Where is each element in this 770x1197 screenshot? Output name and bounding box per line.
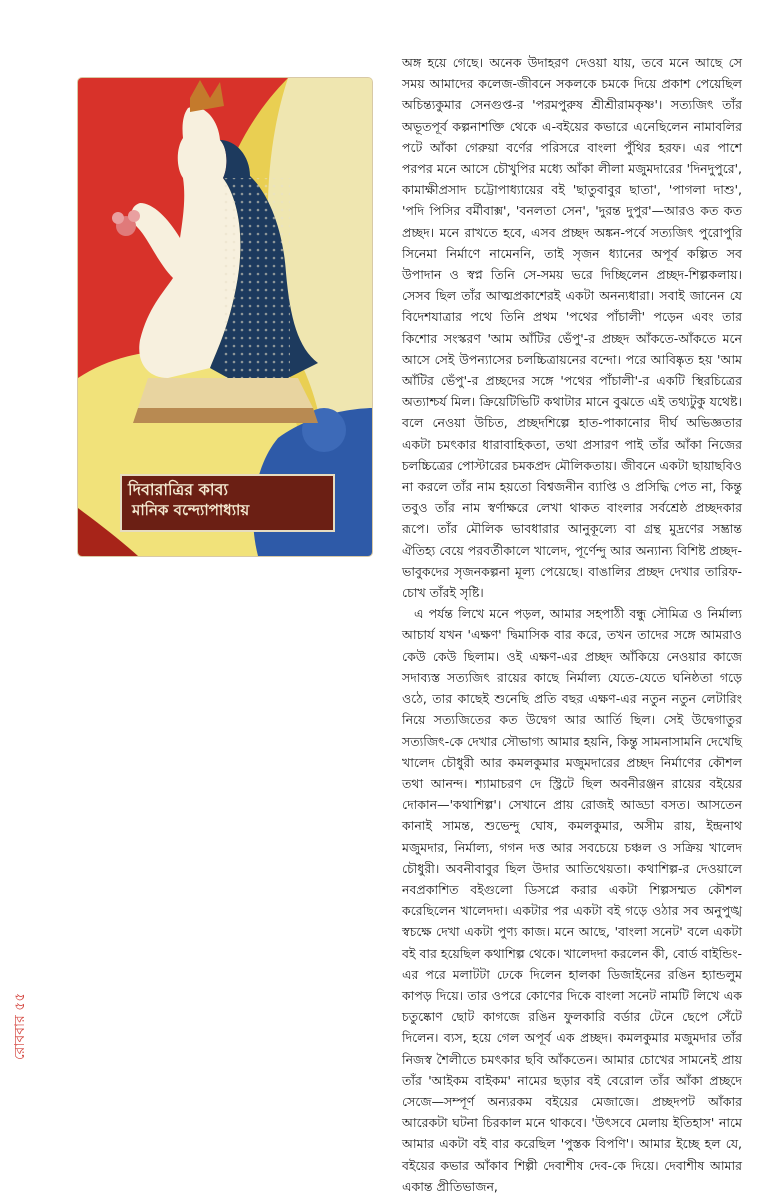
article-paragraph-1: অঙ্গ হয়ে গেছে। অনেক উদাহরণ দেওয়া যায়, তবে মনে আছে সে সময় আমাদের কলেজ-জীবনে সকলকে চমকে দিয়ে প্রকাশ পেয়েছিল অচিন্ত্যকুমার সেনগুপ্ত-র 'পরমপুরুষ শ্রীশ্রীরামকৃষ্ণ'। সত্যজিৎ তাঁর অভূতপূর্ব কল্পনাশক্তি থেকে এ-বইয়ের কভারে এনেছিলেন নামাবলির পটে আঁকা গেরুয়া বর্ণের পরিসরে বাংলা পুঁথির হরফ। এর পাশে পরপর মনে আসে চৌখুপির মধ্যে আঁকা লীলা মজুমদারের 'দিনদুপুরে', কামাক্ষীপ্রসাদ চট্টোপাধ্যায়ের বই 'ছাতুবাবুর ছাতা', 'পাগলা দাশু', 'পদি পিসির বর্মীবাক্স', 'বনলতা সেন', 'দুরন্ত দুপুর'—আরও কত কত প্রচ্ছদ। মনে রাখতে হবে, এসব প্রচ্ছদ অঙ্কন-পর্বে সত্যজিৎ পুরোপুরি সিনেমা নির্মাণে নামেননি, তাই সৃজন ধ্যানের অপূর্ব কল্পিত সব উপাদান ও স্বপ্ন তিনি সে-সময় ভরে দিচ্ছিলেন প্রচ্ছদ-শিল্পকলায়। সেসব ছিল তাঁর আত্মপ্রকাশেরই একটা অনন্যধারা। সবাই জানেন যে বিদেশযাত্রার পথে তিনি প্রথম 'পথের পাঁচালী' পড়েন এবং তার কিশোর সংস্করণ 'আম আঁটির ভেঁপু'-র প্রচ্ছদ আঁকতে-আঁকতে মনে আসে সেই উপন্যাসের চলচ্চিত্রায়নের বন্দো। পরে আবিষ্কৃত হয় 'আম আঁটির ভেঁপু'-র প্রচ্ছদের সঙ্গে 'পথের পাঁচালী'-র একটি স্থিরচিত্রের অত্যাশ্চর্য মিল। ক্রিয়েটিভিটি কথাটার মানে বুঝতে এই তথ্যটুকু যথেষ্ট। বলে নেওয়া উচিত, প্রচ্ছদশিল্পে হাত-পাকানোর দীর্ঘ অভিজ্ঞতার একটা চমৎকার ধারাবাহিকতা, তথা প্রসারণ পাই তাঁর আঁকা নিজের চলচ্চিত্রের পোস্টারের চমকপ্রদ মৌলিকতায়। জীবনে একটা ছায়াছবিও না করলে তাঁর নাম হয়তো বিশ্বজনীন ব্যাপ্তি ও প্রসিদ্ধি পেত না, কিন্তু তবুও তাঁর নাম স্বর্ণাক্ষরে লেখা থাকত বাংলার সর্বশ্রেষ্ঠ প্রচ্ছদকার রূপে। তাঁর মৌলিক ভাবধারার আনুকূল্যে বা গ্রন্থ মুদ্রণের সম্ভ্রান্ত ঐতিহ্য বেয়ে পরবর্তীকালে খালেদ, পূর্ণেন্দু আর অন্যান্য বিশিষ্ট প্রচ্ছদ-ভাবুকদের সৃজনকল্পনা মূল্য পেয়েছে। বাঙালির প্রচ্ছদ দেখার তারিফ-চোখ তাঁরই সৃষ্টি।	[402, 55, 742, 601]
book-cover-image	[78, 78, 372, 556]
cover-title-box	[120, 474, 335, 532]
cover-title: দিবারাত্রির কাব্য	[128, 480, 229, 499]
article-paragraph-2: এ পর্যন্ত লিখে মনে পড়ল, আমার সহপাঠী বন্ধু সৌমিত্র ও নির্মাল্য আচার্য যখন 'এক্ষণ' দ্বিমাসিক বার করে, তখন তাদের সঙ্গে আমরাও কেউ কেউ ছিলাম। ওই এক্ষণ-এর প্রচ্ছদ আঁকিয়ে নেওয়ার কাজে সদাব্যস্ত সত্যজিৎ রায়ের কাছে নির্মাল্য যেতে-যেতে ঘনিষ্ঠতা গড়ে ওঠে, তার কাছেই শুনেছি প্রতি বছর এক্ষণ-এর নতুন নতুন লেটারিং নিয়ে সত্যজিতের কত উদ্বেগ আর আর্তি ছিল। সেই উদ্বেগাতুর সত্যজিৎ-কে দেখার সৌভাগ্য আমার হয়নি, কিন্তু সামনাসামনি দেখেছি খালেদ চৌধুরী আর কমলকুমার মজুমদারের প্রচ্ছদ নির্মাণের কৌশল তথা আনন্দ। শ্যামাচরণ দে স্ট্রিটে ছিল অবনীরঞ্জন রায়ের বইয়ের দোকান—'কথাশিল্প'। সেখানে প্রায় রোজই আড্ডা বসত। আসতেন কানাই সামন্ত, শুভেন্দু ঘোষ, কমলকুমার, অসীম রায়, ইন্দ্রনাথ মজুমদার, নির্মাল্য, গগন দত্ত আর সবচেয়ে চঞ্চল ও সক্রিয় খালেদ চৌধুরী। অবনীবাবুর ছিল উদার আতিথেয়তা। কথাশিল্প-র দেওয়ালে নবপ্রকাশিত বইগুলো ডিসপ্লে করার একটা শিল্পসম্মত কৌশল করেছিলেন খালেদদা। একটার পর একটা বই গড়ে ওঠার সব অনুপুঙ্খ স্বচক্ষে দেখা একটা পুণ্য কাজ। মনে আছে, 'বাংলা সনেট' বলে একটা বই বার হয়েছিল কথাশিল্প থেকে। খালেদদা করলেন কী, বোর্ড বাইন্ডিং-এর পরে মলাটটা ঢেকে দিলেন হালকা ডিজাইনের রঙিন হ্যান্ডলুম কাপড় দিয়ে। তার ওপরে কোণের দিকে বাংলা সনেট নামটি লিখে এক চতুষ্কোণ ছোট কাগজে রঙিন ফুলকারি বর্ডার টেনে ছেপে সেঁটে দিলেন। ব্যস, হয়ে গেল অপূর্ব এক প্রচ্ছদ। কমলকুমার মজুমদার তাঁর নিজস্ব শৈলীতে চমৎকার ছবি আঁকতেন। আমার চোখের সামনেই প্রায় তাঁর 'আইকম বাইকম' নামের ছড়ার বই বেরোল তাঁর আঁকা প্রচ্ছদে সেজে—সম্পূর্ণ অন্যরকম বইয়ের মেজাজে। প্রচ্ছদপট আঁকার আরেকটা ঘটনা চিরকাল মনে থাকবে। 'উৎসবে মেলায় ইতিহাস' নামে আমার একটা বই বার করেছিল 'পুস্তক বিপণি'। আমার ইচ্ছে হল যে, বইয়ের কভার আঁকাব শিল্পী দেবাশীষ দেব-কে দিয়ে। দেবাশীষ আমার একান্ত প্রীতিভাজন,	[402, 606, 742, 1194]
page-folio: রোববার ৫৫	[12, 992, 28, 1060]
cover-author: মানিক বন্দ্যোপাধ্যায়	[132, 501, 250, 519]
article-body	[402, 52, 742, 1194]
